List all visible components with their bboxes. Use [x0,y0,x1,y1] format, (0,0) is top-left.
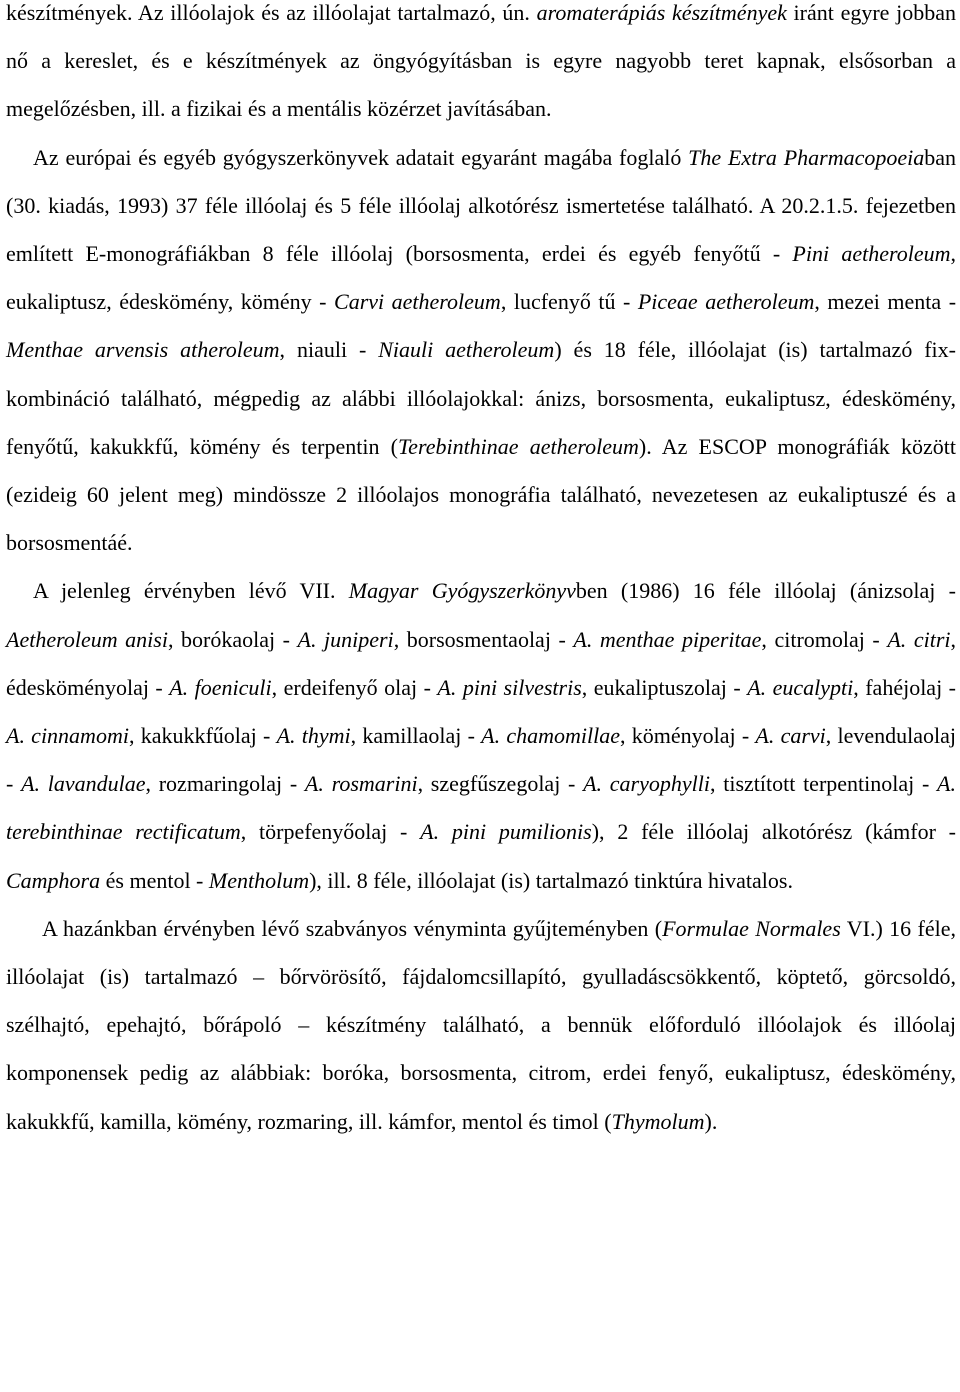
italic-text-run: Aetheroleum anisi [6,626,168,652]
text-run: , rozmaringolaj - [145,771,305,797]
text-run: ). Az ESCOP monográfiák között (ezideig 60 jelent meg) mindössze 2 illóolajos monográfia található, nevezetesen az eukaliptuszé és a borsosmentáé. [6,433,956,556]
text-run: ben (1986) 16 féle illóolaj (ánizsolaj - [575,578,957,604]
paragraph-aromatherapy-intro [6,0,956,134]
italic-text-run: Magyar Gyógyszerkönyv [348,578,576,604]
italic-text-run: A. pini pumilionis [420,819,592,845]
paragraph-formulae-normales [6,905,956,1146]
text-run: , köményolaj - [619,723,756,749]
italic-text-run: Carvi aetheroleum [334,289,501,315]
paragraph-hungarian-pharmacopoeia [6,567,956,904]
text-run: , fahéjolaj - [853,674,956,700]
text-run: , citromolaj - [761,626,888,652]
italic-text-run: Piceae aetheroleum [637,289,815,315]
italic-text-run: Menthae arvensis atheroleum [6,337,280,363]
italic-text-run: Thymolum [611,1108,705,1134]
text-run: , kakukkfűolaj - [128,723,277,749]
text-run: ). [704,1108,718,1134]
text-run: ), 2 féle illóolaj alkotórész (kámfor - [591,819,957,845]
italic-text-run: The Extra Pharmacopoeia [688,144,925,170]
text-run: , niauli - [279,337,379,363]
text-run: , eukaliptuszolaj - [581,674,748,700]
italic-text-run: A. juniperi [297,626,394,652]
text-run: VI.) 16 féle, illóolajat (is) tartalmazó – bőrvörösítő, fájdalomcsillapító, gyulladáscsökkentő, köptető, görcsoldó, szélhajtó, epehajtó, bőrápoló – készítmény található, a bennük előforduló illóolajok és illóolaj komponensek pedig az alábbiak: boróka, borsosmenta, citrom, erdei fenyő, eukaliptusz, édeskömény, kakukkfű, kamilla, kömény, rozmaring, ill. kámfor, mentol és timol ( [6,915,956,1134]
text-run: A hazánkban érvényben lévő szabványos vényminta gyűjteményben ( [42,915,663,941]
text-run: Az európai és egyéb gyógyszerkönyvek adatait egyaránt magába foglaló [33,144,689,170]
text-run: készítmények. Az illóolajok és az illóolajat tartalmazó, ún. [6,0,537,25]
italic-text-run: A. pini silvestris [437,674,582,700]
italic-text-run: A. lavandulae [21,771,146,797]
text-run: , szegfűszegolaj - [417,771,584,797]
text-run: , törpefenyőolaj - [240,819,421,845]
text-run: , édesköményolaj - [6,626,956,700]
italic-text-run: Pini aetheroleum [792,241,951,267]
italic-text-run: A. rosmarini [304,771,418,797]
italic-text-run: aromaterápiás készítmények [536,0,787,25]
text-run: , kamillaolaj - [350,723,482,749]
italic-text-run: A. carvi [755,723,826,749]
italic-text-run: A. cinnamomi [6,723,129,749]
italic-text-run: Mentholum [208,867,310,893]
text-run: ) és 18 féle, illóolajat (is) tartalmazó fix-kombináció található, mégpedig az alábbi illóolajokkal: ánizs, borsosmenta, eukaliptusz, édeskömény, fenyőtű, kakukkfű, kömény és terpentin ( [6,337,956,459]
italic-text-run: A. citri [887,626,951,652]
italic-text-run: A. thymi [276,723,351,749]
italic-text-run: Terebinthinae aetheroleum [397,433,639,459]
text-run: , lucfenyő tű - [500,289,638,315]
text-run: A jelenleg érvényben lévő VII. [33,578,349,604]
italic-text-run: A. menthae piperitae [573,626,762,652]
text-run: iránt egyre jobban nő a kereslet, és e készítmények az öngyógyításban is egyre nagyobb teret kapnak, elsősorban a megelőzésben, ill. a fizikai és a mentális közérzet javításában. [6,0,956,122]
paragraph-pharmacopoeia-summary [6,134,956,568]
italic-text-run: A. foeniculi [169,674,272,700]
text-run: , borókaolaj - [167,626,298,652]
text-run: , eukaliptusz, édeskömény, kömény - [6,241,956,315]
text-run: , tisztított terpentinolaj - [709,771,938,797]
italic-text-run: A. eucalypti [747,674,854,700]
text-run: és mentol - [100,867,209,893]
text-run: , borsosmentaolaj - [393,626,574,652]
text-run: ban (30. kiadás, 1993) 37 féle illóolaj és 5 féle illóolaj alkotórész ismertetése található. A 20.2.1.5. fejezetben említett E-monográfiákban 8 féle illóolaj (borsosmenta, erdei és egyéb fenyőtű - [6,144,956,267]
italic-text-run: A. chamomillae [481,723,620,749]
italic-text-run: Camphora [6,867,101,893]
text-run: ), ill. 8 féle, illóolajat (is) tartalmazó tinktúra hivatalos. [309,867,793,893]
italic-text-run: Niauli aetheroleum [378,337,555,363]
italic-text-run: A. terebinthinae rectificatum [6,771,956,845]
italic-text-run: Formulae Normales [662,915,841,941]
italic-text-run: A. caryophylli [583,771,710,797]
text-run: , mezei menta - [814,289,957,315]
text-run: , erdeifenyő olaj - [271,674,438,700]
text-run: , levendulaolaj - [6,723,957,797]
